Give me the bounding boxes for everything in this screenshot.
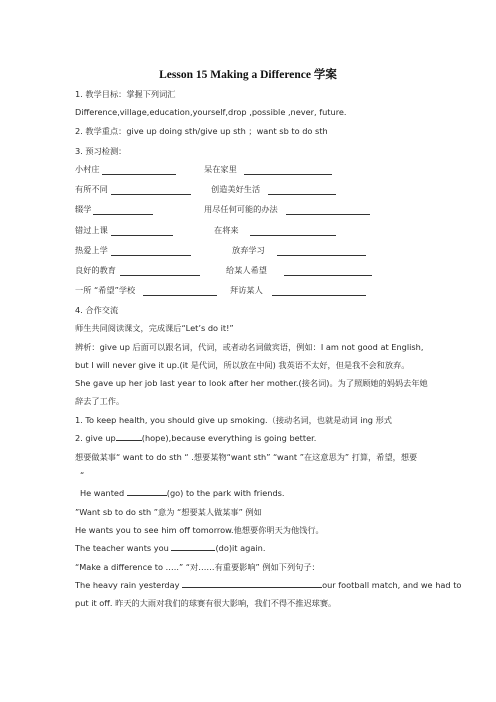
answer-blank[interactable] xyxy=(93,207,153,215)
vocab-right: 在将来 xyxy=(214,225,239,235)
want-explanation-cont: “ xyxy=(80,470,85,480)
example-1: 1. To keep health, you should give up smoking.（接动名词，也就是动词 ing 形式 xyxy=(75,415,392,425)
cooperation-heading: 4. 合作交流 xyxy=(75,305,119,315)
answer-blank[interactable] xyxy=(111,248,191,256)
teacher-example xyxy=(75,543,265,554)
answer-blank[interactable] xyxy=(272,288,366,296)
answer-blank[interactable] xyxy=(182,580,322,588)
vocab-left: 良好的教育 xyxy=(75,265,116,275)
teacher-example-start: The teacher wants you xyxy=(75,543,169,553)
analysis-line: She gave up her job last year to look after her mother.(接名词)。为了照顾她的妈妈去年她 xyxy=(75,378,428,388)
teacher-example-end: (do)it again. xyxy=(215,543,266,553)
vocab-right: 呆在家里 xyxy=(204,164,237,174)
answer-blank[interactable] xyxy=(286,207,370,215)
answer-blank[interactable] xyxy=(250,228,336,236)
answer-blank[interactable] xyxy=(143,288,217,296)
want-example-end: (go) to the park with friends. xyxy=(166,488,285,498)
analysis-line: 辞去了工作。 xyxy=(75,396,125,406)
want-explanation: 想要做某事“ want to do sth “ .想要某物“want sth” “want ”在这意思为” 打算，希望，想要 xyxy=(75,452,418,462)
vocab-left: 有所不同 xyxy=(75,184,108,194)
analysis-line: but I will never give it up.(it 是代词，所以放在中间) 我英语不太好，但是我不会和放弃。 xyxy=(75,360,410,370)
vocab-left: 小村庄 xyxy=(75,164,100,174)
key-points: 2. 教学重点：give up doing sth/give up sth ；want sb to do sth xyxy=(75,126,328,136)
want-example xyxy=(80,488,285,499)
vocab-right: 创造美好生活 xyxy=(211,184,261,194)
answer-blank[interactable] xyxy=(111,187,191,195)
answer-blank[interactable] xyxy=(244,167,332,175)
answer-blank[interactable] xyxy=(102,167,176,175)
objectives-words: Difference,village,education,yourself,drop ,possible ,never, future. xyxy=(75,107,347,117)
vocab-right: 放弃学习 xyxy=(232,245,265,255)
preview-heading: 3. 预习检测： xyxy=(75,146,127,156)
vocab-left: 辍学 xyxy=(75,204,92,214)
answer-blank[interactable] xyxy=(116,433,142,441)
vocab-right: 给某人希望 xyxy=(226,265,267,275)
cooperation-intro: 师生共同阅读课文，完成课后“Let’s do it!” xyxy=(75,323,234,333)
answer-blank[interactable] xyxy=(127,488,167,496)
example-2 xyxy=(75,433,316,444)
rain-example-cont: put it off. 昨天的大雨对我们的球赛有很大影响，我们不得不推迟球赛。 xyxy=(75,598,337,608)
want-sb-explanation: ”Want sb to do sth ”意为 “想要某人做某事” 例如 xyxy=(75,507,262,517)
rain-example xyxy=(75,580,461,591)
example-2-end: (hope),because everything is going better. xyxy=(141,433,317,443)
want-example-start: He wanted xyxy=(80,488,125,498)
answer-blank[interactable] xyxy=(277,248,366,256)
answer-blank[interactable] xyxy=(268,187,336,195)
answer-blank[interactable] xyxy=(284,268,372,276)
example-2-start: 2. give up xyxy=(75,433,116,443)
analysis-line: 辨析：give up 后面可以跟名词，代词，或者动名词做宾语，例如：I am not good at English, xyxy=(75,342,424,352)
make-difference-explanation: “Make a difference to …..” “对……有重要影响” 例如下列句子： xyxy=(75,562,320,572)
want-sb-example: He wants you to see him off tomorrow.他想要你明天为他饯行。 xyxy=(75,525,324,535)
answer-blank[interactable] xyxy=(120,268,200,276)
vocab-left: 一所 “希望”学校 xyxy=(75,285,136,295)
page-title: Lesson 15 Making a Difference 学案 xyxy=(159,69,337,81)
objectives-heading: 1. 教学目标：掌握下列词汇 xyxy=(75,89,176,99)
vocab-right: 用尽任何可能的办法 xyxy=(204,204,278,214)
vocab-right: 拜访某人 xyxy=(230,285,263,295)
vocab-left: 错过上课 xyxy=(75,225,108,235)
vocab-left: 热爱上学 xyxy=(75,245,108,255)
answer-blank[interactable] xyxy=(111,228,173,236)
rain-example-start: The heavy rain yesterday xyxy=(75,580,180,590)
answer-blank[interactable] xyxy=(171,543,215,551)
rain-example-end: our football match, and we had to xyxy=(322,580,462,590)
